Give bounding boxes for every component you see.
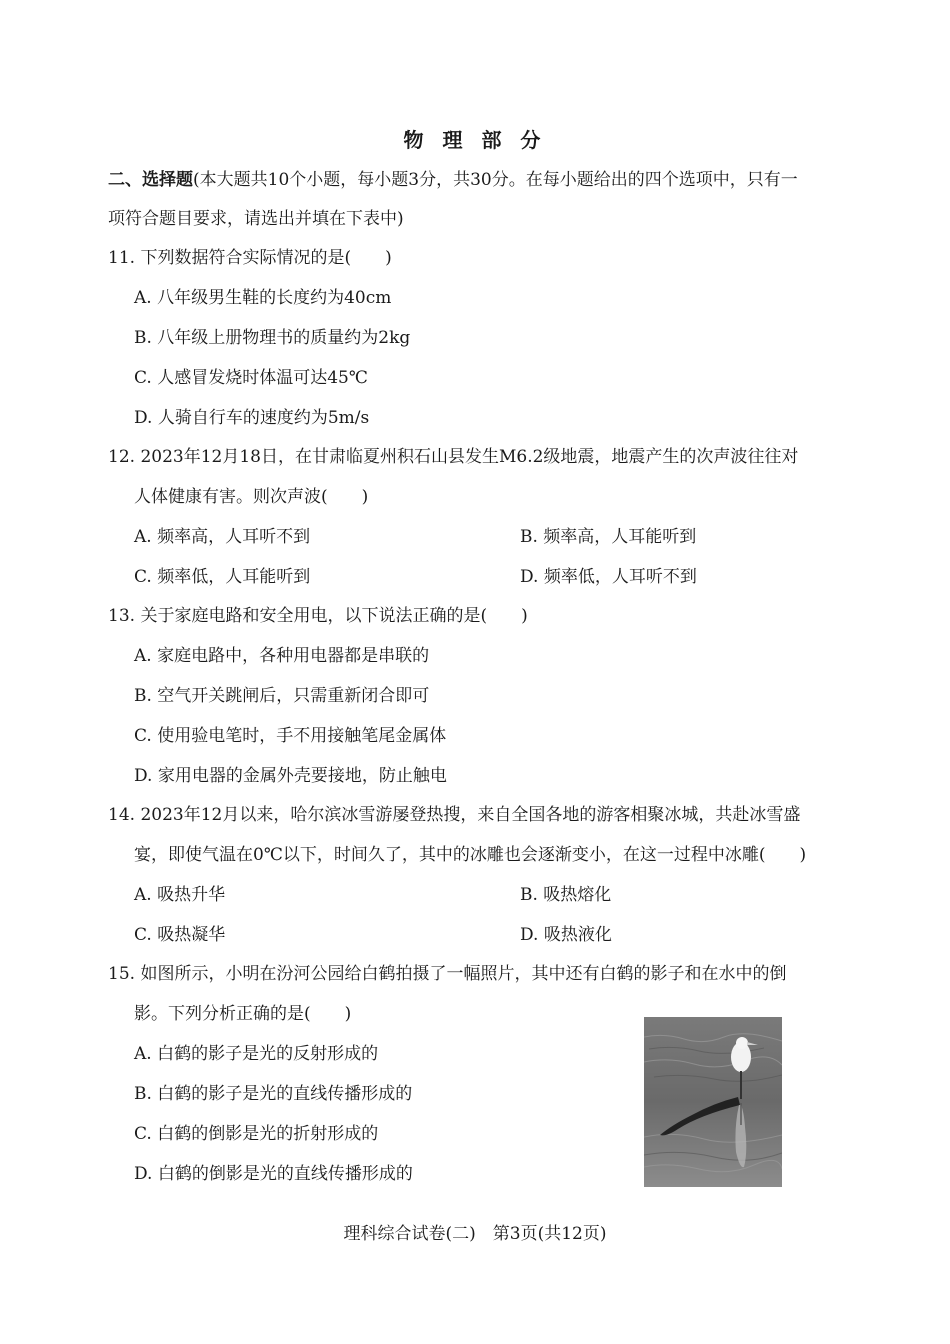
question-12-stem-line2: 人体健康有害。则次声波( ) [134,487,369,507]
instructions-line2: 项符合题目要求，请选出并填在下表中) [108,209,404,229]
question-13-option-d: D. 家用电器的金属外壳要接地，防止触电 [134,766,447,786]
question-12-option-d: D. 频率低，人耳听不到 [520,567,697,587]
question-15-option-a: A. 白鹤的影子是光的反射形成的 [134,1044,379,1064]
instructions-line1: (本大题共10个小题，每小题3分，共30分。在每小题给出的四个选项中，只有一 [193,170,798,190]
question-15-option-d: D. 白鹤的倒影是光的直线传播形成的 [134,1164,413,1184]
question-13-stem: 13. 关于家庭电路和安全用电，以下说法正确的是( ) [108,606,528,626]
question-11-option-a: A. 八年级男生鞋的长度约为40cm [134,288,392,308]
question-13-option-a: A. 家庭电路中，各种用电器都是串联的 [134,646,430,666]
instructions-heading: 二、选择题 [108,170,193,190]
section-title: 物 理 部 分 [403,128,547,152]
question-12-option-c: C. 频率低，人耳能听到 [134,567,311,587]
question-15-stem-line1: 15. 如图所示，小明在汾河公园给白鹤拍摄了一幅照片，其中还有白鹤的影子和在水中的倒 [108,964,787,984]
question-15-stem-line2: 影。下列分析正确的是( ) [134,1004,352,1024]
page-footer: 理科综合试卷(二) 第3页(共12页) [343,1224,607,1244]
question-14-option-a: A. 吸热升华 [134,885,226,905]
question-12-stem-line1: 12. 2023年12月18日，在甘肃临夏州积石山县发生M6.2级地震，地震产生的次声波往往对 [108,447,799,467]
question-12-option-b: B. 频率高，人耳能听到 [520,527,697,547]
question-13-option-c: C. 使用验电笔时，手不用接触笔尾金属体 [134,726,447,746]
instructions [108,168,850,192]
question-15-option-b: B. 白鹤的影子是光的直线传播形成的 [134,1084,413,1104]
question-11-option-d: D. 人骑自行车的速度约为5m/s [134,408,370,428]
crane-photo [644,1017,782,1187]
question-11-option-c: C. 人感冒发烧时体温可达45℃ [134,368,368,388]
question-14-stem-line2: 宴，即使气温在0℃以下，时间久了，其中的冰雕也会逐渐变小，在这一过程中冰雕( ) [134,845,807,865]
question-11-stem: 11. 下列数据符合实际情况的是( ) [108,248,392,268]
question-11-option-b: B. 八年级上册物理书的质量约为2kg [134,328,411,348]
question-14-option-c: C. 吸热凝华 [134,925,226,945]
question-14-option-d: D. 吸热液化 [520,925,612,945]
question-13-option-b: B. 空气开关跳闸后，只需重新闭合即可 [134,686,430,706]
question-12-option-a: A. 频率高，人耳听不到 [134,527,311,547]
question-14-option-b: B. 吸热熔化 [520,885,612,905]
question-15-option-c: C. 白鹤的倒影是光的折射形成的 [134,1124,379,1144]
question-14-stem-line1: 14. 2023年12月以来，哈尔滨冰雪游屡登热搜，来自全国各地的游客相聚冰城，共赴冰雪盛 [108,805,801,825]
